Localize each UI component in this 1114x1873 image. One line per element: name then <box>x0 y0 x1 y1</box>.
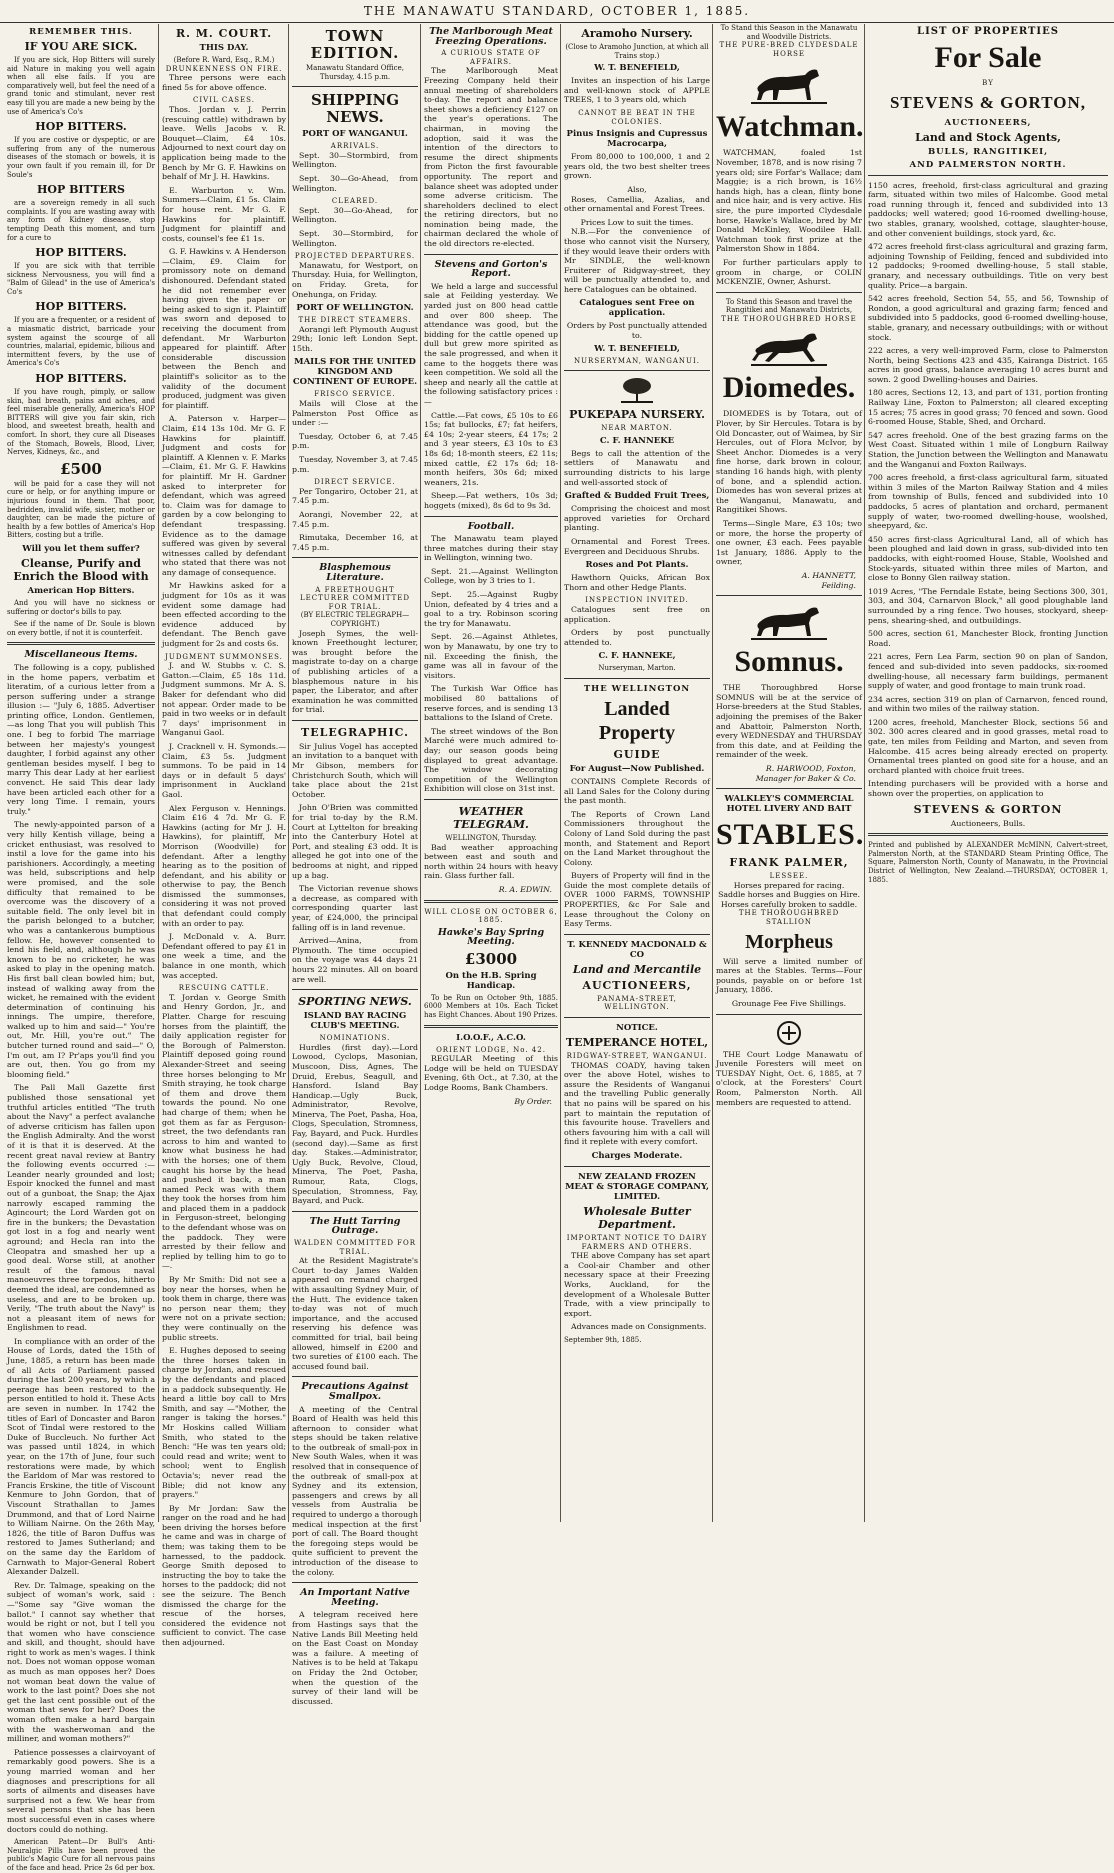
port-wanganui: PORT OF WANGANUI. <box>302 129 408 140</box>
stables-line-3: Horses carefully broken to saddle. <box>720 899 858 909</box>
judgment-subhead: JUDGMENT SUMMONSES. <box>165 652 283 661</box>
civil-cases-subhead: CIVIL CASES. <box>193 96 255 105</box>
curious-subhead: A CURIOUS STATE OF AFFAIRS. <box>441 49 541 66</box>
misc-para-4: In compliance with an order of the House of Lords, dated the 15th of June, 1885, a return has been made of all Acts of Parliament passed during the last 200 years, by which a peerage has been restored to the person entitled to hold it. These Acts are seven in number. In 1742 the titles of Earl of Doncaster and Baron Scot of Tindal were restored to the Duke of Buccleuch. No further Act was passed until 1824, in which year, on the 17th of June, four such restorations were made, by which the Earldom of Mar was restored to Francis Erskine, the title of Viscount Kenmure to John Gordon, that of Viscount Strathallan to James Drummond, and that of Lord Nairne to William Nairne. On the 26th May, 1826, the title of Baron Duffus was restored to James Sutherland; and on the same day the Earldom of Carnwath to Major-General Robert Alexander Dalzell. <box>7 1336 155 1577</box>
before-magistrate: (Before R. Ward, Esq., R.M.) <box>173 56 275 64</box>
somnus-heading: Somnus. <box>734 645 844 679</box>
palmerston-north: AND PALMERSTON NORTH. <box>909 159 1067 170</box>
near-marton: NEAR MARTON. <box>601 424 673 433</box>
hop-bitters-2: HOP BITTERS <box>37 183 125 197</box>
property-item: 222 acres, a very well-improved Farm, close to Palmerston North, being Sections 423 and 435, Kairanga District. 165 acres in good grass, balance averaging 10 acres burnt and sown. 2 good Dwelling-houses and Dairies. <box>868 346 1108 384</box>
hanneke-sig-1: C. F. HANNEKE, <box>598 651 676 662</box>
morpheus-para: Will serve a limited number of mares at the Stables. Terms—Four pounds, payable on or before 1st January, 1886. <box>716 956 862 995</box>
projected-para: Manawatu, for Westport, on Thursday. Huia, for Wellington, on Friday. Greta, for Onehunga, on Friday. <box>292 260 418 299</box>
also-line: Also, <box>627 184 647 194</box>
native-meeting-heading: An Important Native Meeting. <box>300 1587 410 1608</box>
gorton-report-heading: Stevens and Gorton's Report. <box>434 258 548 280</box>
column-2 <box>158 24 289 1647</box>
freethought-subhead: A FREETHOUGHT LECTURER COMMITTED FOR TRIAL. <box>300 585 410 611</box>
wellington-heading: THE WELLINGTON <box>583 683 691 694</box>
auctioneers-bulls: Auctioneers, Bulls. <box>950 818 1026 828</box>
masthead: THE MANAWATU STANDARD, OCTOBER 1, 1885. <box>0 0 1114 23</box>
pukepapa-para-2: Comprising the choicest and most approved varieties for Orchard planting. <box>564 504 710 533</box>
catalogues-free: Catalogues sent Free on application. <box>579 298 695 319</box>
football-heading: Football. <box>467 520 515 532</box>
column-3 <box>288 24 421 1706</box>
telegraphic-para-2: John O'Brien was committed for trial to-day by the R.M. Court at Lyttelton for breaking into the Canterbury Hotel at Port, and stealing £3 odd. It is alleged he got into one of the bedrooms at night, and ripped up a bag. <box>292 803 418 880</box>
will-close: WILL CLOSE ON OCTOBER 6, 1885. <box>424 907 558 925</box>
divider <box>424 516 558 517</box>
orient-lodge: ORIENT LODGE, No. 42. <box>436 1045 546 1054</box>
court-para-1: Three persons were each fined 5s for above offence. <box>162 73 286 92</box>
guide-para-1: CONTAINS Complete Records of all Land Sales for the Colony during the past month. <box>564 776 710 806</box>
cleanse-heading: Cleanse, Purify and Enrich the Blood with <box>13 556 149 583</box>
frozen-meat-para: THE above Company has set apart a Cool-air Chamber and other necessary space at their Freezing Works, Auckland, for the development of a Wholesale Butter Trade, with a view principally to export. <box>564 1251 710 1318</box>
panama-street: PANAMA-STREET, WELLINGTON. <box>597 994 677 1012</box>
clydesdale-heading: THE PURE-BRED CLYDESDALE HORSE <box>719 41 859 58</box>
aramoho-para-1: Invites an inspection of his Large and well-known stock of APPLE TREES, 1 to 3 years old, which <box>564 76 710 105</box>
diomedes-para-2: Terms—Single Mare, £3 10s; two or more, the horse the property of one owner, £3 each. Fees payable 1st January, 1886. Apply to the owner, <box>716 519 862 567</box>
diomedes-sig-2: Feilding. <box>821 580 856 590</box>
divider <box>424 900 558 903</box>
divider <box>424 799 558 800</box>
orders-post: Orders by Post punctually attended to. <box>566 321 708 341</box>
divider <box>564 370 710 371</box>
football-para-2: Sept. 21.—Against Wellington College, won by 3 tries to 1. <box>424 566 558 586</box>
arrival-1: Sept. 30—Stormbird, from Wellington. <box>292 150 418 170</box>
somnus-para: THE Thoroughbred Horse SOMNUS will be at the service of Horse-breeders at the Stud Stables, adjoining the premises of the Baker and Abattoir, Palmerston North, every WEDNESDAY and THURSDAY from this date, and at Feilding the remainder of the week. <box>716 683 862 760</box>
morpheus-heading: Morpheus <box>745 930 833 953</box>
pukepapa-para-5: Catalogues sent free on application. <box>564 604 710 624</box>
weather-signature: R. A. EDWIN. <box>498 884 552 894</box>
temperance-para: THOMAS COADY, having taken over the above Hotel, wishes to assure the Residents of Wanganui and the travelling Public generally that no pains will be spared on his part to maintain the reputation of this favourite house. Travellers and others favouring him with a call will find it replete with every comfort. <box>564 1060 710 1147</box>
court-para-6: Mr Hawkins asked for a judgment for 10s as it was evident some damage had been effected according to the evidence adduced by defendant. The Bench gave judgment for 2s and costs 6s. <box>162 581 286 649</box>
pukepapa-para-3: Ornamental and Forest Trees. Evergreen and Deciduous Shrubs. <box>564 537 710 556</box>
report-para-3: Sheep.—Fat wethers, 10s 3d; hoggets (mixed), 8s 6d to 9s 3d. <box>424 491 558 510</box>
divider <box>7 642 155 645</box>
diomedes-heading: Diomedes. <box>722 371 856 405</box>
guide-para-2: The Reports of Crown Land Commissioners throughout the Colony of Land Sold during the past month, and Statement and Report on the Land Market throughout the Colony. <box>564 809 710 867</box>
blasphemous-para: Joseph Symes, the well-known Freethought lecturer, was brought before the magistrate to-day on a charge of publishing articles of a blasphemous nature in his paper, the Liberator, and after examination he was committed for trial. <box>292 628 418 715</box>
stallion-engraving-icon <box>749 601 829 641</box>
column-5 <box>560 24 713 1522</box>
tarring-heading: The Hutt Tarring Outrage. <box>309 1215 401 1237</box>
weather-place: WELLINGTON, Thursday. <box>445 833 537 842</box>
columns <box>4 24 1110 1872</box>
misc-para-5: Rev. Dr. Talmage, speaking on the subject of woman's work, said :—"Some say "Give woman the ballot." I cannot say whether that would be right or not, but I tell you that women who have conscience and skill, and thought, should have right to work as men's wages. I think not. Does not woman oppose woman as much as man opposes her? Does not woman beat down the value of work to the last point? Does she not get the last cent possible out of the woman that sews for her? Does the woman often make a hard bargain with the washerwoman and the milliner, and woman mothers?" <box>7 1580 155 1744</box>
court-para-14: By Mr Jordan: Saw the ranger on the road and he had been driving the horses before he came and was in charge of them; was taking them to be harnessed, to the paddock. George Smith deposed to instructing the boy to take the horses to the paddock; did not see the seizure. The Bench dismissed the charge for the rescue of the horses, considered the evidence not sufficient to convict. The case then adjourned. <box>162 1503 286 1647</box>
property-item: 1150 acres, freehold, first-class agricultural and grazing farm, situated within two miles of Halcombe. Good metal road running through it, fenced and subdivided into 13 paddocks; well watered; good 16-roomed dwelling-house, two stables, granary, woolshed, cottage, slaughter-house, and other convenient buildings, stock yard, &c. <box>868 180 1108 238</box>
divider <box>292 557 418 558</box>
hop-bitters-4: HOP BITTERS. <box>35 300 127 314</box>
hop-para-9: See if the name of Dr. Soule is blown on every bottle, if not it is counterfeit. <box>7 620 155 637</box>
walden-subhead: WALDEN COMMITTED FOR TRIAL. <box>293 1239 417 1256</box>
court-para-4: G. F. Hawkins v. A Henderson—Claim, £9. Claim for promissory note on demand dishonoured. Defendant stated he did not remember ever having given the paper or being asked to sign it. Plaintiff was sworn and deposed to receiving the document from defendant. Mr Warburton appeared for plaintiff. After considerable discussion between the Bench and plaintiff's solicitor as to the validity of the document produced, judgment was given for plaintiff. <box>162 247 286 410</box>
stevens-gorton-heading: STEVENS & GORTON, <box>889 92 1087 112</box>
list-properties-heading: LIST OF PROPERTIES <box>917 26 1059 37</box>
sporting-news-heading: SPORTING NEWS. <box>298 995 412 1009</box>
projected-subhead: PROJECTED DEPARTURES. <box>294 252 416 261</box>
property-item: 450 acres first-class Agricultural Land, all of which has been ploughed and laid down in grass, sub-divided into ten paddocks, with eight-roomed House, Stable, Woolshed and Stock-yards, situated within three miles of Marton, and close to Bonny Glen railway station. <box>868 534 1108 583</box>
hop-bitters-3: HOP BITTERS. <box>35 246 127 260</box>
mails-para-5: Aorangi, November 22, at 7.45 p.m. <box>292 510 418 529</box>
cleared-2: Sept. 30—Stormbird, for Wellington. <box>292 228 418 248</box>
divider <box>292 989 418 990</box>
auctioneers-heading: AUCTIONEERS, <box>582 978 692 992</box>
court-para-3: E. Warburton v. Wm. Summers—Claim, £1 5s. Claim for house rent. Mr G. F. Hawkins for plaintiff. Judgment for plaintiff and costs, counsel's fee £1 1s. <box>162 185 286 243</box>
reward-amount: £500 <box>60 459 102 478</box>
imprint: Printed and published by ALEXANDER McMINN, Calvert-street, Palmerston North, at the STANDARD Steam Printing Office, The Square, Palmerston North, County of Manawatu, in the Provincial District of Wellington, New Zealand.—THURSDAY, OCTOBER 1, 1885. <box>868 841 1108 884</box>
benefield-sig-1: W. T. BENEFIELD, <box>594 343 680 354</box>
news-para-2: The street windows of the Bon Marché were much admired to-day; our season goods being displayed to great advantage. The window decorating competition of the Wellington Exhibition will close on 31st inst. <box>424 726 558 794</box>
weather-heading: WEATHER TELEGRAM. <box>453 804 529 831</box>
horse-engraving-icon <box>749 62 829 106</box>
drunk-subhead: DRUNKENNESS ON FIRE. <box>165 64 283 73</box>
property-item: 542 acres freehold, Section 54, 55, and 56, Township of Rondon, a good agricultural and grazing farm; fenced and subdivided into 5 paddocks, good 6-roomed dwelling-house, stable, granary, and necessary outbuildings; with or without stock. <box>868 294 1108 342</box>
property-item: 234 acres, section 319 on plan of Carnarvon, fenced round, and within two miles of the railway station. <box>868 694 1108 714</box>
direct-service-subhead: DIRECT SERVICE. <box>314 478 396 487</box>
stand-season-2: To Stand this Season and travel the Rangitikei and Manawatu Districts, <box>725 297 853 315</box>
frozen-meat-date: September 9th, 1885. <box>564 1335 642 1344</box>
court-para-9: Alex Ferguson v. Hennings. Claim £16 4 7d. Mr G. F. Hawkins (acting for Mr J. H. Hawkins), for plaintiff, Mr Morrison (Woodville) for defendant. After a lengthy hearing as to the position of defendant, and his ability or otherwise to pay, the Bench dismissed the summonses, considering it was not proved that defendant could comply with an order to pay. <box>162 803 286 928</box>
remember-heading: REMEMBER THIS. <box>29 27 133 37</box>
lodge-para: REGULAR Meeting of this Lodge will be held on TUESDAY Evening, 6th Oct., at 7.30, at the Lodge Rooms, Bank Chambers. <box>424 1054 558 1093</box>
divider <box>424 1025 558 1028</box>
pinus-heading: Pinus Insignis and Cupressus Macrocarpa, <box>566 129 708 150</box>
suffer-question: Will you let them suffer? <box>22 543 140 554</box>
property-item: 547 acres freehold. One of the best grazing farms on the West Coast. Situated within 1 mile of Longburn Railway Station, the Junction between the Wellington and Manawatu and the Wanganui and Foxton Railways. <box>868 430 1108 469</box>
court-para-13: E. Hughes deposed to seeing the three horses taken in charge by Jordan, and rescued by the defendants and placed in a paddock subsequently. He heard a little boy call to Mrs Smith, and say —"Mother, the ranger is taking the horses." Mr Hoskins called William Smith, who stated to the Bench: "He was ten years old; could read and write; went to school; went to English Octavia's; never read the Bible; did not know any prayers." <box>162 1346 286 1500</box>
arrivals-subhead: ARRIVALS. <box>330 142 380 151</box>
frank-palmer: FRANK PALMER, <box>729 856 849 870</box>
divider <box>292 720 418 721</box>
ridgway-street: RIDGWAY-STREET, WANGANUI. <box>566 1052 708 1061</box>
lodge-signature: By Order. <box>514 1096 552 1106</box>
divider <box>716 595 862 596</box>
smallpox-para: A meeting of the Central Board of Health was held this afternoon to consider what steps should be taken relative to the outbreak of small-pox in New South Wales, when it was resolved that in consequence of the outbreak of small-pox at Sydney and its extension, passengers and crews by all vessels from Australia be required to undergo a thorough medical inspection at the first port of call. The Board thought the foregoing steps would be quite sufficient to prevent the introduction of the disease to the colony. <box>292 1404 418 1577</box>
divider <box>564 678 710 679</box>
stallion-heading: THE THOROUGHBRED STALLION <box>738 909 840 927</box>
court-para-7: J. and W. Stubbs v. C. S. Gatton.—Claim, £5 18s 11d. Judgment summons. Mr A. S. Baker for defendant who did not appear. Order made to be paid in two weeks or in default 7 days' imprisonment in Wanganui Gaol. <box>162 661 286 738</box>
property-item: 472 acres freehold first-class agricultural and grazing farm, adjoining Township of Feilding, fenced and subdivided into 12 paddocks; 9-roomed dwelling-house, 5 stall stable, granary, and necessary outbuildings. Title on very best quality. Price—a bargain. <box>868 242 1108 290</box>
stables-heading: STABLES. <box>716 818 865 852</box>
direct-steamers-subhead: THE DIRECT STEAMERS. <box>298 316 412 325</box>
hop-para-8: And you will have no sickness or suffering or doctor's bills to pay. <box>7 598 155 616</box>
pukepapa-para-6: Orders by post punctually attended to. <box>564 628 710 647</box>
cleanse-heading-2: American Hop Bitters. <box>27 585 135 596</box>
pukepapa-para-1: Begs to call the attention of the settlers of Manawatu and surrounding districts to his large and well-assorted stock of <box>564 448 710 487</box>
hop-para-7: will be paid for a case they will not cure or help, or for anything impure or injurious found in them. That poor, bedridden, invalid wife, sister, mother or daughter, can be made the picture of health by a few bottles of America's Hop Bitters, costing but a trifle. <box>7 479 155 540</box>
meat-para: The Marlborough Meat Freezing Company held their annual meeting of shareholders to-day. The report and balance sheet shows a deficiency £127 on the year's operations. The chairman, in moving the adoption, said it was the intention of the directors to resume the direct shipments from Picton the first favourable opportunity. The report and balance sheet was adopted under some adverse criticism. The shareholders declined to elect the retiring directors, but no nomination being made, the chairman declared the whole of the old directors re-elected. <box>424 66 558 249</box>
stables-line-1: Horses prepared for racing. <box>733 880 845 890</box>
cannot-beat: CANNOT BE BEAT IN THE COLONIES. <box>578 108 696 126</box>
telegraphic-heading: TELEGRAPHIC. <box>301 725 409 739</box>
hop-para-5: If you are a frequenter, or a resident of a miasmatic district, barricade your system against the scourge of all countries, malarial, epidemic, bilious and intermittent fevers, by the use of America's Co's <box>7 316 155 368</box>
intending-purchasers: Intending purchasers will be provided with a horse and shown over the properties, on application to <box>868 779 1108 799</box>
court-para-11: T. Jordan v. George Smith and Henry Gordon, Jr., and Platter. Charge for rescuing horses from the plaintiff, the daily application register for the Borough of Palmerston. Plaintiff deposed going round Alexander-Street and seeing three horses belonging to Mr Smith straying, he took charge of them and drove them towards the pound. No one had charge of them; when he got them as far as Ferguson-street, the two defendants ran across to him and wanted to know what business he had with the horses; one of them caught his horse by the head and pushed it back, a man named Peck was with them they took the horses from him and placed them in a paddock in Ferguson-street, belonging to the defendant whose was on the paddock. They were arrested by their fellow and replied by telling him to go to—. <box>162 992 286 1271</box>
office-line: Manawatu Standard Office, <box>306 64 404 72</box>
prices-low: Prices Low to suit the times. <box>580 217 694 227</box>
grounage-fee: Grounage Fee Five Shillings. <box>731 999 847 1009</box>
port-wellington: PORT OF WELLINGTON. <box>296 303 414 314</box>
news-para-1: The Turkish War Office has mobilised 80 battalions of reserve forces, and is sending 13 battalions to the Island of Crete. <box>424 684 558 723</box>
mails-para-2: Tuesday, October 6, at 7.45 p.m. <box>292 431 418 451</box>
arrival-2: Sept. 30—Go-Ahead, from Wellington. <box>292 173 418 193</box>
land-stock-agents: Land and Stock Agents, <box>915 130 1061 144</box>
watchman-heading: Watchman. <box>716 110 864 144</box>
diomedes-sig-1: A. HANNETT, <box>801 570 856 580</box>
somnus-sig-2: Manager for Baker & Co. <box>755 773 856 783</box>
hop-bitters-1: HOP BITTERS. <box>35 120 127 134</box>
telegraphic-para-3: The Victorian revenue shows a decrease, as compared with corresponding quarter last year, of £24,000, the principal falling off is in land revenue. <box>292 884 418 932</box>
tarring-para: At the Resident Magistrate's Court to-day James Walden appeared on remand charged with assaulting Sydney Muir, of the Hutt. The evidence taken to-day was not of much importance, and the accused reserving his defence was committed for trial, bail being allowed, himself in £200 and two sureties of £100 each. The accused found bail. <box>292 1256 418 1371</box>
sporting-para: Hurdles (first day).—Lord Lowood, Cyclops, Masonian, Muscoon, Diss, Agnes, The Druid, Erebus, Seagull, and Hansford. Island Bay Handicap.—Ugly Buck, Administrator, Revolve, Minerva, The Poet, Pasha, Hoa, Clogs, Speculation, Stromness, Fay, Bayard, and Puck. Hurdles (second day).—Same as first day. Stakes.—Administrator, Ugly Buck, Revolve, Cloud, Minerva, The Poet, Pasha, Rumour, Rata, Clogs, Speculation, Stromness, Fay, Bayard, and Puck. <box>292 1042 418 1206</box>
football-para-4: Sept. 26.—Against Athletes, won by Manawatu, by one try to nil. Exceeding the finish, the game was all in favour of the visitors. <box>424 632 558 680</box>
mails-para-3: Tuesday, November 3, at 7.45 p.m. <box>292 455 418 474</box>
grafted-heading: Grafted & Budded Fruit Trees, <box>564 491 710 502</box>
smallpox-heading: Precautions Against Smallpox. <box>301 1381 409 1402</box>
nominations-subhead: NOMINATIONS. <box>319 1034 391 1043</box>
guide-heading: GUIDE <box>613 747 661 761</box>
temperance-hotel: TEMPERANCE HOTEL, <box>565 1036 709 1050</box>
report-para-1: We held a large and successful sale at Feilding yesterday. We yarded just on 800 head cattle and over 800 sheep. The attendance was good, but the bidding for the cattle opened up dull but grew more spirited as the sale progressed, and when it came to the hoggets there was keen competition. We sold all the sheep and nearly all the cattle at the following satisfactory prices :— <box>424 281 558 406</box>
lessee: LESSEE. <box>769 872 809 881</box>
aramoho-close: (Close to Aramoho Junction, at which all Trains stop.) <box>565 43 709 60</box>
football-para-1: The Manawatu team played three matches during their stay in Wellington, winning two. <box>424 534 558 563</box>
divider <box>424 254 558 255</box>
bulls-rangitikei: BULLS, RANGITIKEI, <box>927 146 1049 157</box>
racehorse-engraving-icon <box>749 327 829 367</box>
court-para-12: By Mr Smith: Did not see a boy near the horses, when he took them in charge, there was no person near them; they were not on a private section; they were continually on the public streets. <box>162 1275 286 1342</box>
divider <box>868 175 1108 176</box>
hawkes-prize: £3000 <box>464 949 518 968</box>
thoroughbred-heading: THE THOROUGHBRED HORSE <box>721 314 857 323</box>
watchman-para-2: For further particulars apply to groom in charge, or COLIN MCKENZIE, Owner, Ashurst. <box>716 257 862 287</box>
notice-heading: NOTICE. <box>616 1023 658 1034</box>
property-item: 700 acres freehold, a first-class agricultural farm, situated within 3 miles of the Marton Railway Station and 4 miles from township of Bulls, fenced and subdivided into 10 paddocks, 5 acres of plantation and orchard, permanent supply of water, two-roomed dwelling-house, woolshed, sheepyard, &c. <box>868 473 1108 531</box>
divider <box>564 934 710 935</box>
divider <box>292 1211 418 1212</box>
island-bay-heading: ISLAND BAY RACING CLUB'S MEETING. <box>303 1011 407 1032</box>
for-sale-heading: For Sale <box>934 41 1042 74</box>
misc-para-7: American Patent—Dr Bull's Anti-Neuralgic Pills have been proved the public's Magic Cure for all nervous pains of the face and head. Price 2s 6d per box. <box>7 1838 155 1872</box>
wholesale-butter: Wholesale Butter Department. <box>583 1204 691 1231</box>
stables-line-2: Saddle horses and Buggies on Hire. <box>718 890 860 900</box>
hop-para-6: If you have rough, pimply, or sallow skin, bad breath, pains and aches, and feel miserable generally, America's HOP BITTERS will give you fair skin, rich blood, and sweetest breath, health and comfort. In short, they cure all Diseases of the Stomach, Bowels, Blood, Liver, Nerves, Kidneys, &c., and <box>7 388 155 457</box>
misc-items-heading: Miscellaneous Items. <box>24 649 138 661</box>
native-para: A telegram received here from Hastings says that the Native Lands Bill Meeting held on the East Coast on Monday was a failure. A meeting of Natives is to be held at Takapu on Friday the 2nd October, when the question of the survey of their land will be discussed. <box>292 1610 418 1706</box>
hop-para-1: If you are sick, Hop Bitters will surely aid Nature in making you well again when all else fails. If you are comparatively well, but feel the need of a grand tonic and stimulant, never rest easy till you are made a new being by the use of America's Co's <box>7 56 155 116</box>
benefield-sig-2: NURSERYMAN, WANGANUI. <box>574 356 700 365</box>
time-line: Thursday, 4.15 p.m. <box>319 72 391 81</box>
hop-para-4: If you are sick with that terrible sickness Nervousness, you will find a "Balm of Gilead" in the use of America's Co's <box>7 262 155 296</box>
court-para-2: Thos. Jordan v. J. Perrin (rescuing cattle) withdrawn by leave. Wells Jacobs v. R. Bouquet—Claim, £4 10s. Adjourned to next court day on application being made to the Bench by Mr G. F. Hawkins on behalf of Mr J. H. Hawkins. <box>162 104 286 182</box>
diomedes-para-1: DIOMEDES is by Totara, out of Plover, by Sir Hercules. Totara is by Old Doncaster, out of Waimea, by Sir Hercules, out of Flora McIvor, by Sheet Anchor. Diomedes is a very fine horse, dark brown in colour, standing 16 hands high, with plenty of bone, and a splendid action. Diomedes has won several prizes at the Wanganui, Manawatu, and Rangitikei Shows. <box>716 409 862 515</box>
column-7 <box>864 24 1111 1522</box>
hop-para-2: If you are costive or dyspeptic, or are suffering from any of the numerous diseases of the stomach or bowels, it is your own fault if you remain ill, for Dr Soule's <box>7 136 155 179</box>
property-item: 1019 Acres, "The Ferndale Estate, being Sections 300, 301, 303, and 304, Carnarvon Block," all good ploughable land surrounded by a ring fence. Two houses, stockyard, sheep-pens, shearing-shed, and outbuildings. <box>868 586 1108 625</box>
property-item: 221 acres, Fern Lea Farm, section 90 on plan of Sandon, fenced and sub-divided into seven paddocks, six-roomed dwelling-house, all necessary farm buildings, permanent supply of water, and good frontage to main trunk road. <box>868 652 1108 691</box>
divider <box>292 1582 418 1583</box>
handicap-heading: On the H.B. Spring Handicap. <box>445 970 537 991</box>
aramoho-para-4: N.B.—For the convenience of those who cannot visit the Nursery, if they would leave their orders with Mr SINDLE, the well-known Fruiterer of Ridgway-street, they will be punctually attended to, and here Catalogues can be obtained. <box>564 227 710 294</box>
column-4 <box>420 24 561 1522</box>
divider <box>564 1166 710 1167</box>
this-day: THIS DAY. <box>199 43 249 53</box>
august-published: For August—Now Published. <box>569 763 705 774</box>
sick-heading: IF YOU ARE SICK. <box>24 40 138 53</box>
auctioneers-subhead: AUCTIONEERS, <box>944 117 1032 128</box>
rm-court-heading: R. M. COURT. <box>175 27 273 40</box>
weather-para: Bad weather approaching between east and south and north within 24 hours with heavy rain. Glass further fall. <box>424 842 558 881</box>
lodge-emblem-icon <box>769 1020 809 1046</box>
aramoho-heading: Aramoho Nursery. <box>581 27 693 40</box>
hanneke-sig-2: Nurseryman, Marton. <box>598 664 676 673</box>
misc-para-6: Patience possesses a clairvoyant of remarkably good powers. She is a young married woman and her diagnoses and prescriptions for all sorts of ailments and diseases have surprised not a few. We hear from several persons that she has been most successful even in cases where doctors could do nothing. <box>7 1747 155 1834</box>
misc-para-2: The newly-appointed parson of a very hilly Kentish village, being a cricket enthusiast, was resolved to instil a love for the game into his parishioners. Accordingly, a meeting was held, subscriptions and help were promised, and the sole difficulty that remained to be overcome was the discovery of a suitable field. The only level bit in the parish belonged to a butcher, who was a cantankerous bumptious fellow. He, however consented to lend his field, and, although he was known to be no cricketer, he was asked to play in the opening match. His first ball clean bowled him; but, instead of walking away from the wicket, he remained with the evident determination of continuing his innings. The umpire, therefore, walked up to him and said—" You're out, Mr. Hill, you're out." The butcher turned round and said—" O, I'm out, am I? Pr'aps you'll find you are out, then. You go from my blooming field." <box>7 820 155 1079</box>
telegraphic-para-1: Sir Julius Vogel has accepted an invitation to a banquet with Mr Gibson, members for Christchurch South, which will take place about the 21st October. <box>292 741 418 799</box>
pukepapa-para-4: Hawthorn Quicks, African Box Thorn and other Hedge Plants. <box>564 573 710 592</box>
misc-para-1: The following is a copy, published in the home papers, verbatim et literatim, of a curious letter from a person suffering under a strange illusion :— "July 6, 1885. Advertiser printing office, London. Gentlemen,—as long That you will publish This one. I beg to forbid The marriage between her majesty's youngest daughter, I forbid against any other gentleman besides myself. I beg to marry This dear Lady at her earliest convenct. He said This dear lady have been articled each other for a very long Time. I remain, yours truly." <box>7 662 155 816</box>
guide-para-3: Buyers of Property will find in the Guide the most complete details of OVER 1000 FARMS, TOWNSHIP PROPERTIES, &c For Sale and Lease throughout the Colony on Easy Terms. <box>564 871 710 929</box>
mails-para-1: Mails will Close at the Palmerston Post Office as under :— <box>292 399 418 428</box>
town-edition-heading: TOWN EDITION. <box>310 27 400 62</box>
hop-para-3: are a sovereign remedy in all such complaints. If you are wasting away with any form of Kidney disease, stop tempting Death this moment, and turn for a cure to <box>7 199 155 242</box>
meat-freezing-heading: The Marlborough Meat Freezing Operations. <box>429 26 553 47</box>
watchman-para-1: WATCHMAN, foaled 1st November, 1878, and is now rising 7 years old; sire Forfar's Wallace; dam Maggie; is a rich brown, is 16½ hands high, has a clean, flinty bone and nice hair, and is very active. His sire, the pure imported Clydesdale horse, Hawke's Wallace, bred by Mr Donald McKinley, Woodilee Hall. Watchman took first prize at the Palmerston Show in 1884. <box>716 148 862 254</box>
blasphemous-heading: Blasphemous Literature. <box>319 562 391 583</box>
somnus-sig-1: R. HARWOOD, Foxton, <box>765 763 856 773</box>
land-mercantile: Land and Mercantile <box>572 962 702 976</box>
court-para-10: J. McDonald v. A. Burr. Defendant offered to pay £1 in one week a time, and the balance in one month, which was accepted. <box>162 932 286 980</box>
divider <box>716 1014 862 1015</box>
mails-heading: MAILS FOR THE UNITED KINGDOM AND CONTINENT OF EUROPE. <box>292 357 418 388</box>
column-6 <box>712 24 865 1522</box>
benefield-name: W. T. BENEFIELD, <box>594 63 680 74</box>
column-1 <box>4 24 158 1872</box>
shipping-news-heading: SHIPPING NEWS. <box>310 91 400 127</box>
handicap-para: To be Run on October 9th, 1885. 6000 Members at 10s. Each Ticket has Eight Chances. About 190 Prizes. <box>424 993 558 1020</box>
foresters-para: THE Court Lodge Manawatu of Juvenile Foresters will meet on TUESDAY Night, Oct. 6, 1885, at 7 o'clock, at the Foresters' Court Room, Palmerston North. All members are requested to attend. <box>716 1049 862 1107</box>
by-line: BY <box>982 79 994 87</box>
mails-para-4: Per Tongariro, October 21, at 7.45 p.m. <box>292 486 418 506</box>
court-para-8: J. Cracknell v. H. Symonds.—Claim, £3 5s. Judgment summons. To be paid in 14 days or in default 5 days' imprisonment in Auckland Gaol. <box>162 741 286 799</box>
inspection-invited: INSPECTION INVITED. <box>585 596 689 605</box>
telegraphic-para-4: Arrived—Anina, from Plymouth. The time occupied on the voyage was 44 days 21 hours 22 minutes. All on board are well. <box>292 936 418 984</box>
stevens-gorton-footer: STEVENS & GORTON <box>913 802 1063 816</box>
divider <box>716 788 862 789</box>
football-para-3: Sept. 25.—Against Rugby Union, defeated by 4 tries and a goal to a try. Robinson scoring the try for Manawatu. <box>424 590 558 628</box>
roses-heading: Roses and Pot Plants. <box>585 560 689 571</box>
divider <box>564 1017 710 1018</box>
divider <box>868 833 1108 836</box>
court-para-5: A. Paterson v. Harper—Claim, £14 13s 10d. Mr G. F. Hawkins for plaintiff. Judgment and costs for plaintiff. A Klennen v. F. Marks—Claim, £1. Mr G. F. Hawkins for plaintiff. Mr H. Gardner asked to interpreter for defendant, which was agreed to. Claim was for damage to garden by a cow belonging to defendant trespassing. Evidence as to the damage suffered was given by several witnesses called by defendant who stated that there was not any damage of consequence. <box>162 414 286 577</box>
mails-para-6: Rimutaka, December 16, at 7.45 p.m. <box>292 533 418 552</box>
oddfellows-heading: I.O.O.F., A.C.O. <box>456 1032 526 1043</box>
property-item: 500 acres, section 61, Manchester Block, fronting Junction Road. <box>868 629 1108 648</box>
cleared-1: Sept. 30—Go-Ahead, for Wellington. <box>292 205 418 225</box>
misc-para-3: The Pall Mall Gazette first published those sensational yet truthful articles entitled "The truth about the Navy" a perfect avalanche of adverse criticism has fallen upon the English Admiralty. And the worst of it is that it is deserved. At the recent great naval review at Bantry the following events occurred :—Leander nearly grounded and lost; Espoir knocked the funnel and mast out of a gunboat, the Snap; the Ajax narrowly escaped ramming the Agincourt; the Lord Warden got on fire in the bunkers; the Devastation got lost in a fog and nearly went aground; and Hecla ran into the Cleopatra and smashed her up a good deal. Worse still, at another result of the famous naval manoeuvres three torpedos, hitherto deemed the ideal, are condemned as useless, and are to be broken up. Verily, "The truth about the Navy" is not a pleasant item of news for Englishmen to read. <box>7 1083 155 1333</box>
divider <box>292 86 418 87</box>
advances-para: Advances made on Consignments. <box>571 1322 707 1332</box>
hop-bitters-5: HOP BITTERS. <box>35 372 127 386</box>
kennedy-name: T. KENNEDY MACDONALD & CO <box>567 939 707 960</box>
stand-season: To Stand this Season in the Manawatu and Woodville Districts. <box>720 24 858 41</box>
by-cable: (BY ELECTRIC TELEGRAPH—COPYRIGHT.) <box>300 611 410 628</box>
landed-property-heading: Landed Property <box>598 697 676 744</box>
pukepapa-heading: PUKEPAPA NURSERY. <box>569 408 705 422</box>
charges-moderate: Charges Moderate. <box>591 1150 683 1161</box>
direct-para: Aorangi left Plymouth August 29th; Ionic left London Sept. 15th. <box>292 324 418 353</box>
important-notice: IMPORTANT NOTICE TO DAIRY FARMERS AND OTHERS. <box>566 1233 708 1251</box>
hawkes-bay-heading: Hawke's Bay Spring Meeting. <box>437 926 545 948</box>
frozen-meat-heading: NEW ZEALAND FROZEN MEAT & STORAGE COMPANY, LIMITED. <box>565 1171 709 1202</box>
rescuing-cattle-subhead: RESCUING CATTLE. <box>178 984 270 993</box>
cleared-subhead: CLEARED. <box>331 197 379 206</box>
aramoho-para-3: Roses, Camellia, Azalias, and other ornamental and Forest Trees. <box>564 194 710 214</box>
tree-engraving-icon <box>613 376 661 404</box>
divider <box>716 292 862 293</box>
divider <box>292 1376 418 1377</box>
aramoho-para-2: From 80,000 to 100,000, 1 and 2 years old, the two best shelter trees grown. <box>564 152 710 181</box>
walkley-heading: WALKLEY'S COMMERCIAL HOTEL LIVERY AND BAIT <box>724 794 854 815</box>
property-item: 180 acres, Sections 12, 13, and part of 131, portion fronting Railway Line, Foxton to Palmerston; all cleared excepting 15 acres; 75 acres in good grass; 70 fenced and sown. Good 6-roomed House, Stable, Shed, and Orchard. <box>868 388 1108 427</box>
frisco-subhead: FRISCO SERVICE. <box>314 390 396 399</box>
hanneke-name: C. F. HANNEKE <box>599 435 675 446</box>
report-para-2: Cattle.—Fat cows, £5 10s to £6 15s; fat bullocks, £7; fat heifers, £4 10s; 2-year steers, £4 17s; 2 and 3 year steers, £3 10s to £3 18s 6d; 18-month steers, £2 11s; mixed cattle, £2 17s 6d; 18-month heifers, 30s 6d; mixed weaners, 21s. <box>424 410 558 487</box>
property-item: 1200 acres, freehold, Manchester Block, sections 56 and 302. 300 acres cleared and in good grasses, metal road to gate, ten miles from Feilding and Marton, and seven from Halcombe. 415 acres being already erected on property. Ornamental trees planted on good site for a house, and an orchard planted with choice fruit trees. <box>868 717 1108 775</box>
